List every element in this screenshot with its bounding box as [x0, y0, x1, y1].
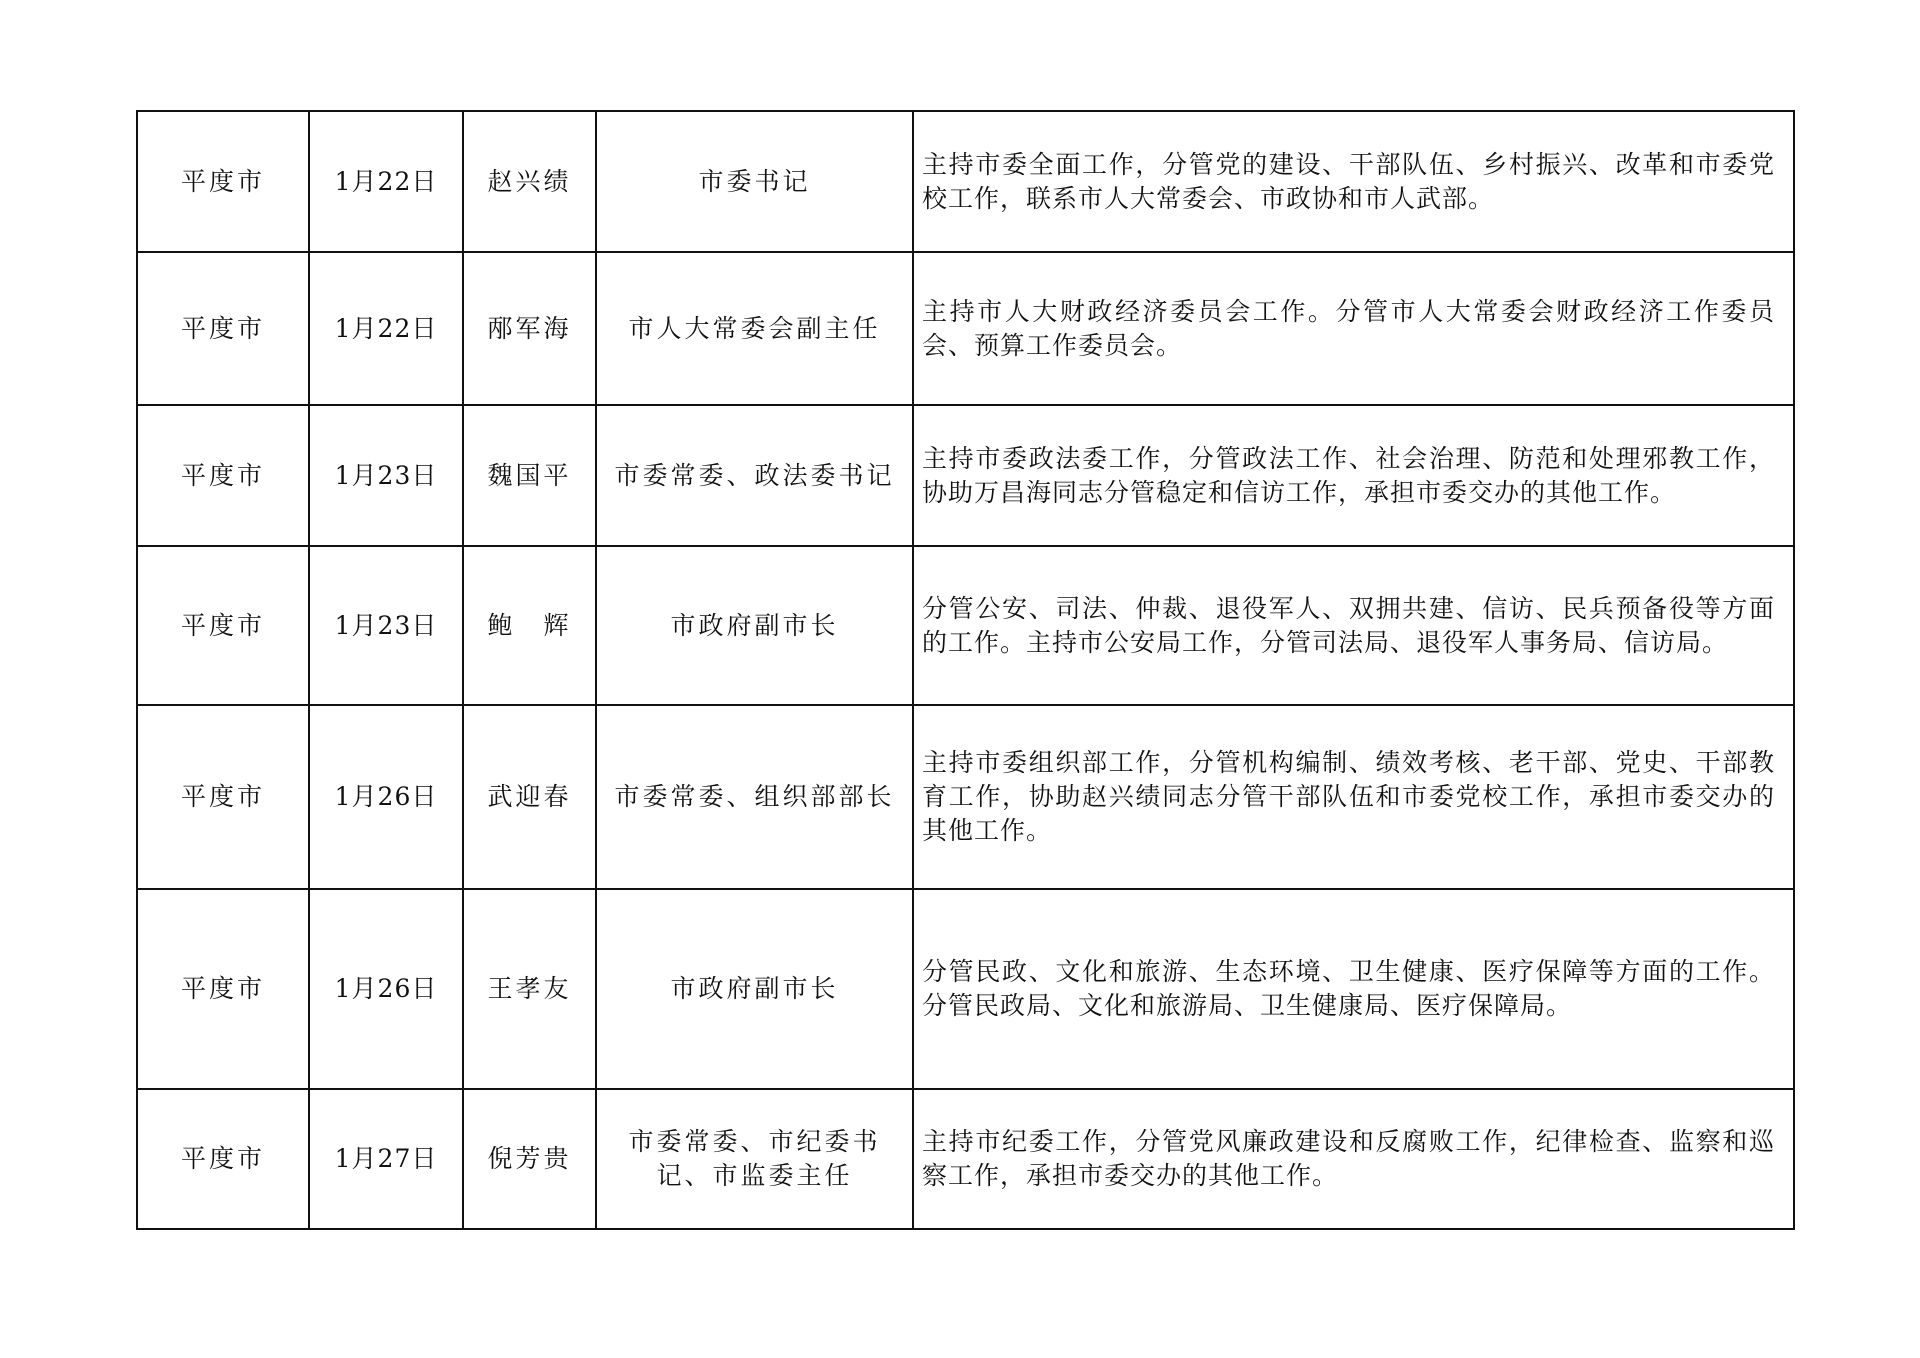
name-cell: 邴军海 [463, 252, 596, 405]
name-cell: 魏国平 [463, 405, 596, 546]
duties-cell: 主持市委组织部工作，分管机构编制、绩效考核、老干部、党史、干部教育工作，协助赵兴绩同志分管干部队伍和市委党校工作，承担市委交办的其他工作。 [913, 705, 1794, 889]
duties-cell: 分管民政、文化和旅游、生态环境、卫生健康、医疗保障等方面的工作。分管民政局、文化和旅游局、卫生健康局、医疗保障局。 [913, 889, 1794, 1089]
name-cell: 倪芳贵 [463, 1089, 596, 1229]
city-cell: 平度市 [137, 546, 309, 705]
table-row [137, 889, 1794, 1089]
city-cell: 平度市 [137, 705, 309, 889]
position-cell: 市委常委、政法委书记 [596, 405, 913, 546]
table-row [137, 111, 1794, 252]
position-cell: 市政府副市长 [596, 546, 913, 705]
duties-cell: 主持市委全面工作，分管党的建设、干部队伍、乡村振兴、改革和市委党校工作，联系市人大常委会、市政协和市人武部。 [913, 111, 1794, 252]
table-row [137, 1089, 1794, 1229]
date-cell: 1月23日 [309, 405, 463, 546]
date-cell: 1月22日 [309, 252, 463, 405]
name-cell: 鲍 辉 [463, 546, 596, 705]
table-row [137, 405, 1794, 546]
table-row [137, 252, 1794, 405]
date-cell: 1月22日 [309, 111, 463, 252]
position-cell: 市政府副市长 [596, 889, 913, 1089]
city-cell: 平度市 [137, 252, 309, 405]
table-row [137, 705, 1794, 889]
city-cell: 平度市 [137, 405, 309, 546]
position-cell: 市委常委、组织部部长 [596, 705, 913, 889]
table-row [137, 546, 1794, 705]
duties-cell: 主持市人大财政经济委员会工作。分管市人大常委会财政经济工作委员会、预算工作委员会。 [913, 252, 1794, 405]
position-cell: 市委书记 [596, 111, 913, 252]
date-cell: 1月26日 [309, 705, 463, 889]
city-cell: 平度市 [137, 111, 309, 252]
position-cell: 市人大常委会副主任 [596, 252, 913, 405]
city-cell: 平度市 [137, 889, 309, 1089]
duties-cell: 分管公安、司法、仲裁、退役军人、双拥共建、信访、民兵预备役等方面的工作。主持市公安局工作，分管司法局、退役军人事务局、信访局。 [913, 546, 1794, 705]
name-cell: 赵兴绩 [463, 111, 596, 252]
position-cell: 市委常委、市纪委书记、市监委主任 [596, 1089, 913, 1229]
city-cell: 平度市 [137, 1089, 309, 1229]
officials-table [136, 110, 1795, 1230]
date-cell: 1月26日 [309, 889, 463, 1089]
duties-cell: 主持市委政法委工作，分管政法工作、社会治理、防范和处理邪教工作，协助万昌海同志分管稳定和信访工作，承担市委交办的其他工作。 [913, 405, 1794, 546]
duties-cell: 主持市纪委工作，分管党风廉政建设和反腐败工作，纪律检查、监察和巡察工作，承担市委交办的其他工作。 [913, 1089, 1794, 1229]
date-cell: 1月23日 [309, 546, 463, 705]
name-cell: 王孝友 [463, 889, 596, 1089]
name-cell: 武迎春 [463, 705, 596, 889]
date-cell: 1月27日 [309, 1089, 463, 1229]
